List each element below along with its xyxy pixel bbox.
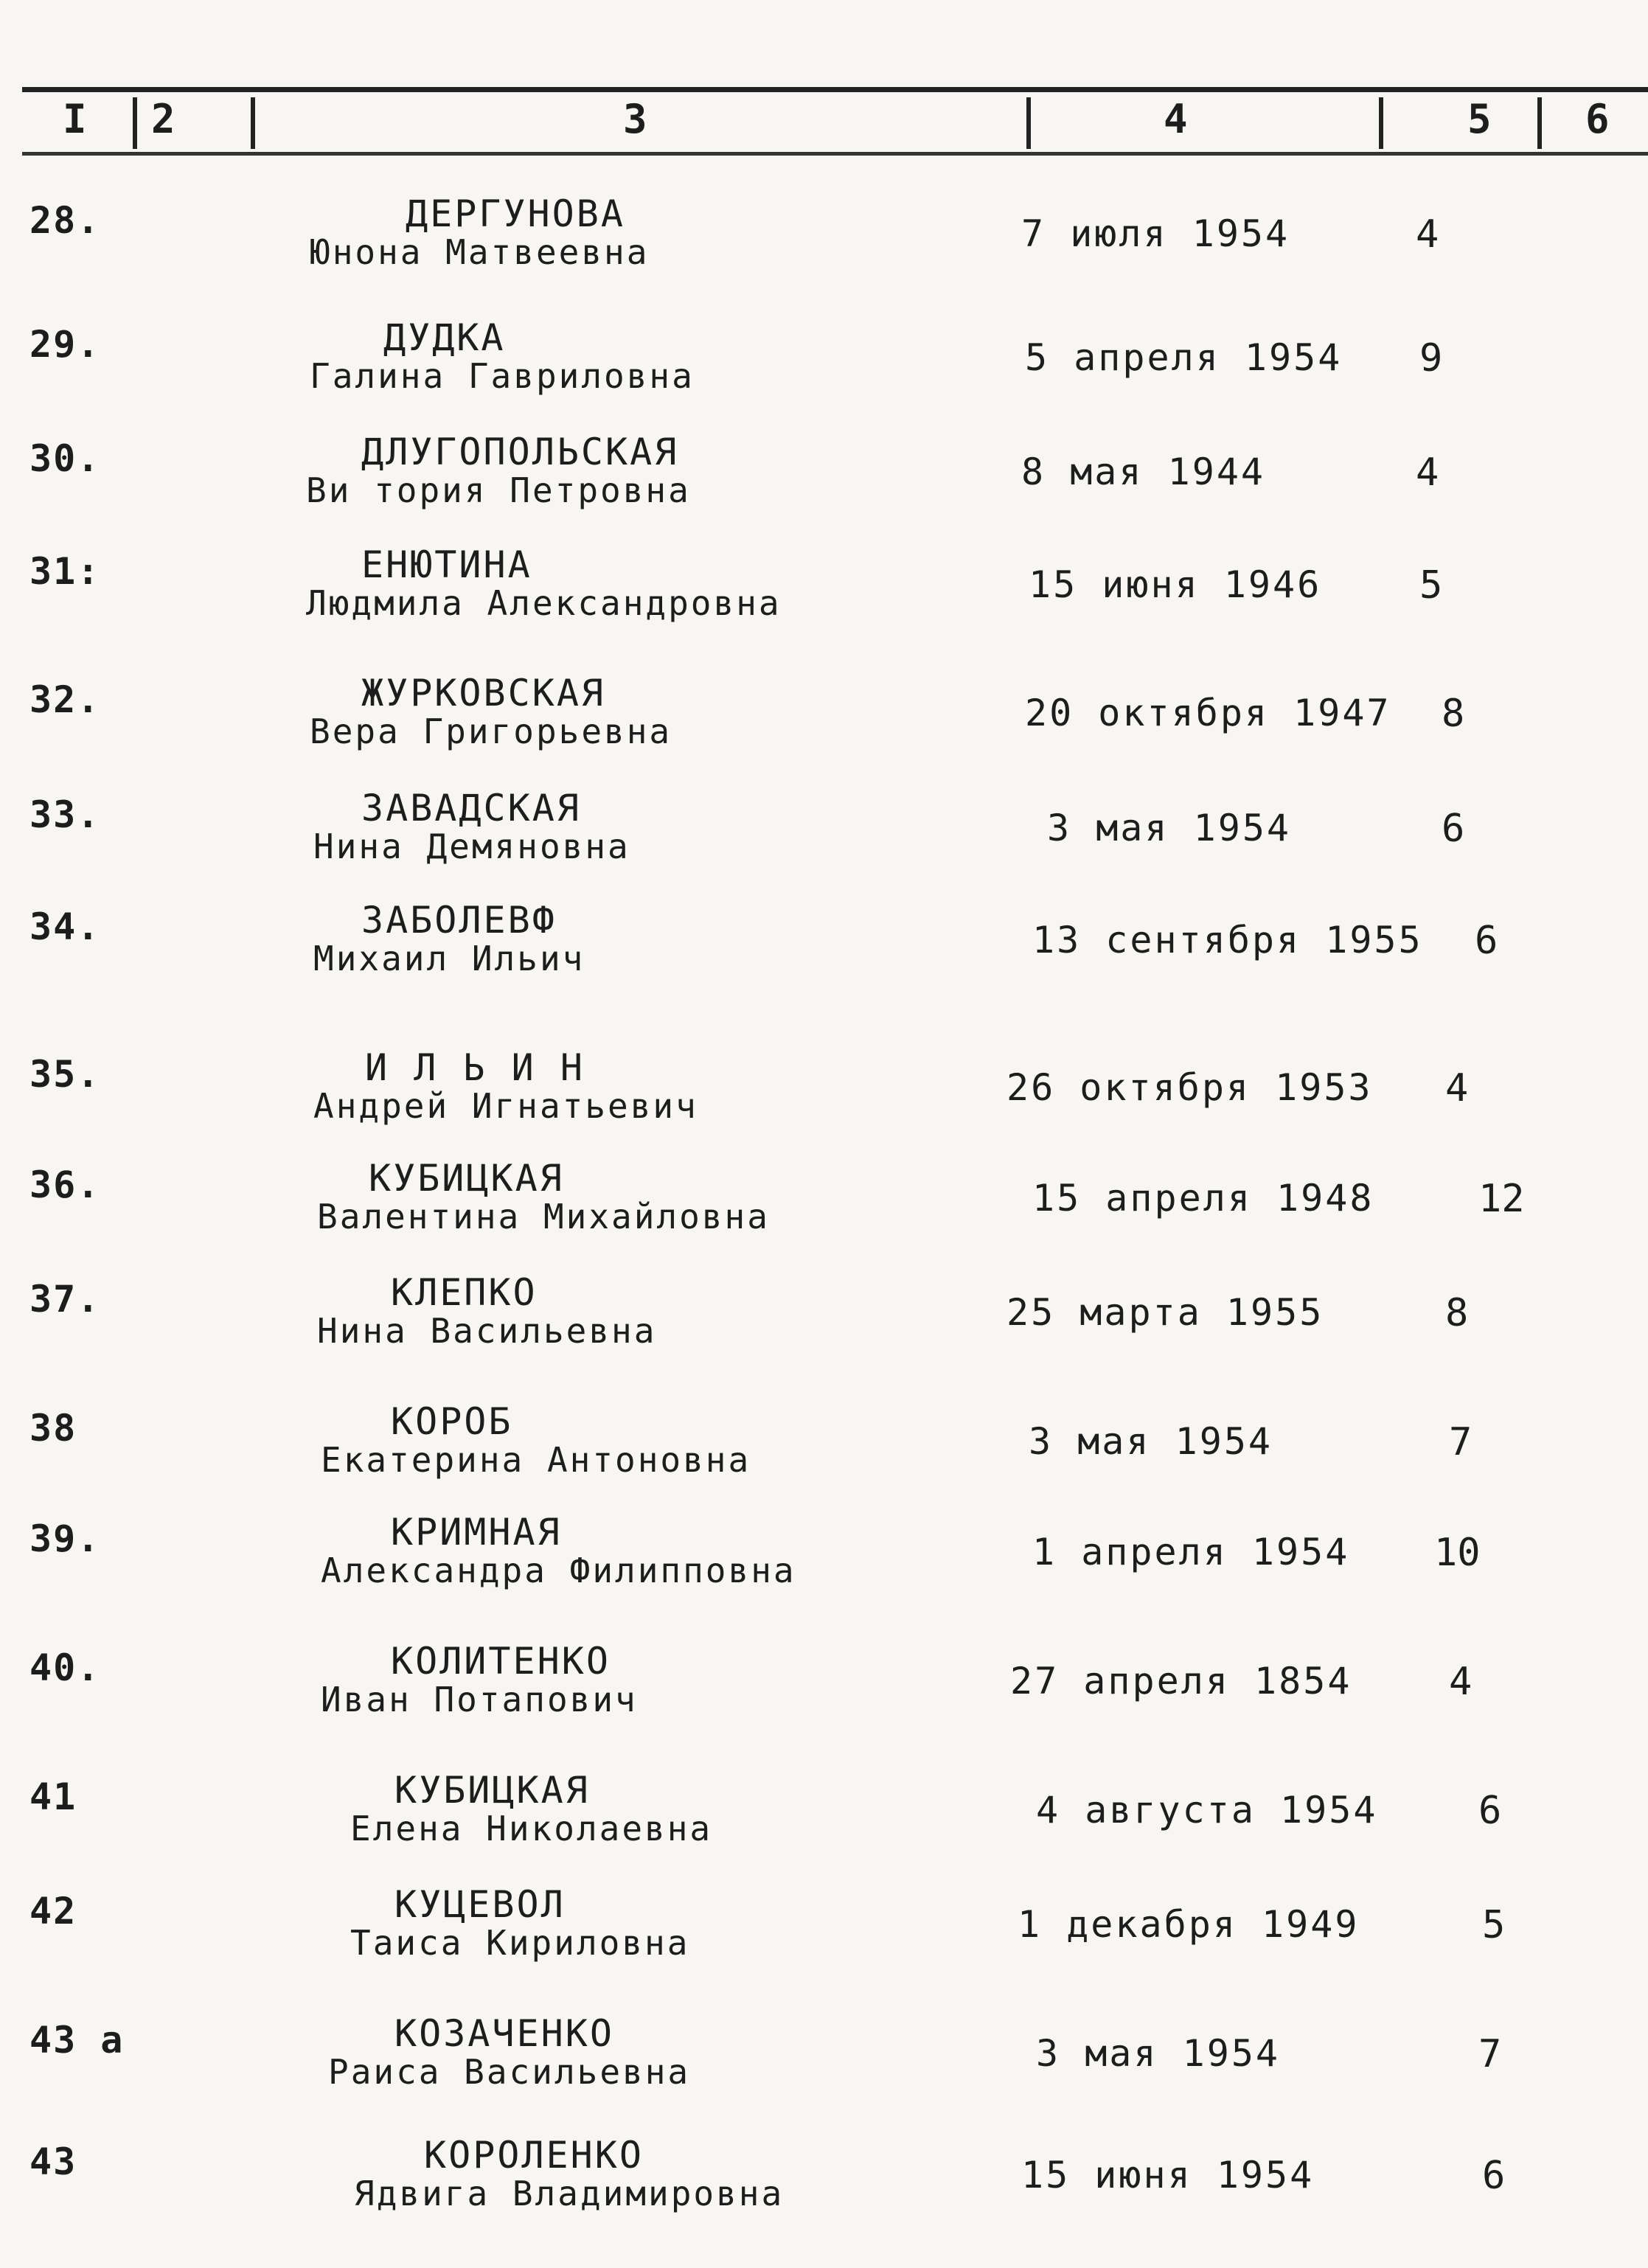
surname: ДУДКА (383, 316, 506, 359)
row-number: 40. (29, 1646, 101, 1689)
given-name: Юнона Матвеевна (310, 232, 650, 272)
table-row (0, 2135, 1648, 2230)
date: 26 октября 1953 (1006, 1066, 1373, 1109)
given-name: Екатерина Антоновна (321, 1440, 751, 1480)
surname: КОРОЛЕНКО (424, 2134, 644, 2177)
given-name: Ви тория Петровна (306, 470, 691, 510)
table-row (0, 1401, 1648, 1497)
given-name: Раиса Васильевна (328, 2052, 691, 2092)
date: 13 сентября 1955 (1032, 919, 1423, 961)
row-number: 41 (29, 1775, 77, 1818)
column-header-3: 3 (623, 96, 647, 142)
table-row (0, 1272, 1648, 1368)
header-bottom-rule (22, 152, 1648, 156)
date: 25 марта 1955 (1006, 1291, 1324, 1334)
count: 5 (1482, 1903, 1506, 1947)
date: 1 декабря 1949 (1018, 1903, 1360, 1946)
date: 3 мая 1954 (1047, 807, 1292, 849)
count: 6 (1475, 919, 1498, 963)
given-name: Нина Демяновна (313, 827, 630, 866)
row-number: 42 (29, 1890, 77, 1933)
date: 27 апреля 1854 (1010, 1660, 1352, 1702)
surname: ДЕРГУНОВА (406, 192, 625, 235)
column-separator-4 (1379, 97, 1383, 149)
table-row (0, 544, 1648, 640)
count: 6 (1478, 1789, 1502, 1833)
table-row (0, 787, 1648, 883)
row-number: 35. (29, 1053, 101, 1096)
column-separator-3 (1026, 97, 1031, 149)
table-row (0, 431, 1648, 527)
given-name: Вера Григорьевна (310, 712, 672, 751)
surname: КУЦЕВОЛ (394, 1883, 566, 1926)
date: 20 октября 1947 (1025, 692, 1391, 734)
column-separator-2 (251, 97, 255, 149)
count: 4 (1416, 451, 1439, 495)
count: 8 (1442, 692, 1465, 736)
row-number: 33. (29, 793, 101, 836)
row-number: 31: (29, 550, 101, 593)
count: 12 (1478, 1177, 1525, 1221)
column-separator-5 (1537, 97, 1542, 149)
given-name: Александра Филипповна (321, 1551, 796, 1590)
column-separator-1 (133, 97, 137, 149)
given-name: Валентина Михайловна (317, 1197, 770, 1236)
surname: ДЛУГОПОЛЬСКАЯ (361, 431, 679, 473)
count: 4 (1416, 212, 1439, 257)
row-number: 32. (29, 678, 101, 721)
count: 5 (1419, 563, 1443, 608)
row-number: 39. (29, 1517, 101, 1560)
surname: КОЗАЧЕНКО (394, 2012, 614, 2055)
count: 4 (1449, 1660, 1473, 1704)
date: 7 июля 1954 (1021, 212, 1290, 255)
table-row (0, 900, 1648, 995)
count: 8 (1445, 1291, 1469, 1335)
row-number: 29. (29, 323, 101, 366)
given-name: Ядвига Владимировна (354, 2174, 785, 2213)
date: 3 мая 1954 (1029, 1420, 1273, 1463)
row-number: 34. (29, 905, 101, 948)
count: 7 (1449, 1420, 1473, 1464)
table-row (0, 1641, 1648, 1736)
table-row (0, 672, 1648, 768)
given-name: Иван Потапович (321, 1680, 638, 1719)
surname: ЗАБОЛЕВФ (361, 899, 557, 942)
row-number: 36. (29, 1163, 101, 1206)
row-number: 38 (29, 1407, 77, 1450)
column-header-2: 2 (151, 96, 175, 142)
surname: ЗАВАДСКАЯ (361, 787, 581, 829)
row-number: 43 а (29, 2019, 125, 2062)
table-row (0, 1512, 1648, 1607)
table-row (0, 1884, 1648, 1980)
column-header-6: 6 (1585, 96, 1610, 142)
header-top-rule (22, 87, 1648, 92)
given-name: Елена Николаевна (350, 1809, 713, 1848)
table-row (0, 1047, 1648, 1143)
row-number: 43 (29, 2140, 77, 2183)
date: 15 июня 1946 (1029, 563, 1322, 606)
count: 4 (1445, 1066, 1469, 1110)
table-row (0, 193, 1648, 289)
date: 8 мая 1944 (1021, 451, 1266, 493)
table-row (0, 1770, 1648, 1865)
given-name: Нина Васильевна (317, 1311, 657, 1351)
table-row (0, 2013, 1648, 2109)
surname: КУБИЦКАЯ (369, 1157, 564, 1200)
count: 7 (1478, 2032, 1502, 2076)
count: 10 (1434, 1531, 1481, 1575)
given-name: Михаил Ильич (313, 939, 585, 978)
row-number: 30. (29, 437, 101, 480)
date: 15 июня 1954 (1021, 2154, 1315, 2196)
given-name: Таиса Кириловна (350, 1923, 690, 1963)
row-number: 37. (29, 1278, 101, 1321)
surname: КОЛИТЕНКО (391, 1640, 611, 1683)
column-header-5: 5 (1467, 96, 1492, 142)
table-row (0, 1158, 1648, 1253)
column-header-4: 4 (1164, 96, 1188, 142)
count: 6 (1482, 2154, 1506, 2198)
surname: ЖУРКОВСКАЯ (361, 672, 606, 714)
date: 1 апреля 1954 (1032, 1531, 1350, 1573)
surname: И Л Ь И Н (365, 1046, 585, 1089)
date: 5 апреля 1954 (1025, 336, 1343, 379)
given-name: Андрей Игнатьевич (313, 1086, 698, 1126)
given-name: Людмила Александровна (306, 583, 782, 623)
column-header-1: I (63, 96, 87, 142)
date: 4 августа 1954 (1036, 1789, 1378, 1832)
table-row (0, 317, 1648, 413)
surname: КУБИЦКАЯ (394, 1769, 590, 1812)
row-number: 28. (29, 199, 101, 242)
count: 9 (1419, 336, 1443, 380)
surname: ЕНЮТИНА (361, 543, 532, 586)
given-name: Галина Гавриловна (310, 356, 695, 396)
count: 6 (1442, 807, 1465, 851)
date: 3 мая 1954 (1036, 2032, 1281, 2075)
surname: КРИМНАЯ (391, 1511, 562, 1554)
surname: КЛЕПКО (391, 1271, 538, 1314)
surname: КОРОБ (391, 1400, 513, 1443)
date: 15 апреля 1948 (1032, 1177, 1374, 1220)
